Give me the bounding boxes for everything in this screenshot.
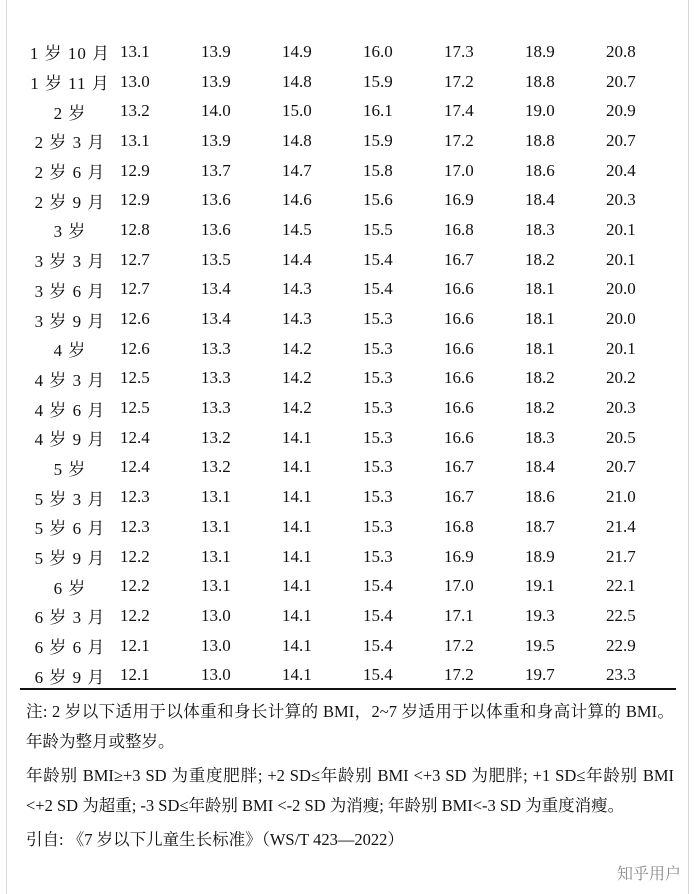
bmi-value-cell: 13.9 [201,41,231,61]
bmi-value-cell: 16.7 [444,457,474,477]
age-cell: 5 岁 6 月 [34,519,106,539]
bmi-table [20,37,676,690]
bmi-value-cell: 13.3 [201,368,231,388]
table-row [20,275,676,305]
bmi-value-cell: 16.6 [444,398,474,418]
bmi-value-cell: 12.7 [120,279,150,299]
bmi-value-cell: 16.7 [444,249,474,269]
bmi-value-cell: 15.3 [363,546,393,566]
bmi-value-cell: 22.5 [606,605,636,625]
bmi-value-cell: 14.0 [201,101,231,121]
bmi-value-cell: 15.3 [363,457,393,477]
age-cell: 6 岁 [53,578,87,598]
bmi-value-cell: 13.4 [201,279,231,299]
bmi-value-cell: 20.7 [606,457,636,477]
age-cell: 2 岁 6 月 [34,163,106,183]
bmi-value-cell: 14.9 [282,41,312,61]
bmi-value-cell: 12.6 [120,309,150,329]
table-body [20,37,676,690]
bmi-value-cell: 13.6 [201,190,231,210]
bmi-value-cell: 18.8 [525,130,555,150]
bmi-value-cell: 13.1 [201,576,231,596]
age-cell: 1 岁 11 月 [30,74,110,94]
bmi-value-cell: 14.2 [282,338,312,358]
bmi-value-cell: 12.5 [120,398,150,418]
bmi-value-cell: 15.8 [363,160,393,180]
bmi-value-cell: 20.5 [606,427,636,447]
bmi-value-cell: 13.7 [201,160,231,180]
table-row [20,96,676,126]
age-cell: 3 岁 6 月 [34,281,106,301]
bmi-value-cell: 13.3 [201,398,231,418]
bmi-value-cell: 14.8 [282,71,312,91]
bmi-value-cell: 17.0 [444,576,474,596]
age-cell: 3 岁 9 月 [34,311,106,331]
bmi-value-cell: 13.1 [201,546,231,566]
bmi-value-cell: 20.7 [606,71,636,91]
bmi-value-cell: 20.1 [606,219,636,239]
bmi-value-cell: 12.6 [120,338,150,358]
bmi-value-cell: 16.8 [444,516,474,536]
age-cell: 1 岁 10 月 [29,44,111,64]
bmi-value-cell: 13.1 [201,516,231,536]
note-source: 引自: 《7 岁以下儿童生长标准》（WS/T 423—2022） [26,830,404,849]
note-usage: 注: 2 岁以下适用于以体重和身长计算的 BMI，2~7 岁适用于以体重和身高计算的 BMI。年龄为整月或整岁。 [26,702,674,751]
table-row [20,453,676,483]
bmi-value-cell: 19.5 [525,635,555,655]
bmi-value-cell: 20.3 [606,398,636,418]
bmi-value-cell: 21.7 [606,546,636,566]
bmi-value-cell: 12.4 [120,457,150,477]
bmi-value-cell: 16.6 [444,368,474,388]
bmi-value-cell: 15.3 [363,309,393,329]
age-cell: 4 岁 6 月 [34,400,106,420]
table-bottom-rule [20,688,676,690]
bmi-value-cell: 12.8 [120,219,150,239]
bmi-value-cell: 22.1 [606,576,636,596]
bmi-value-cell: 15.5 [363,219,393,239]
table-row [20,660,676,690]
bmi-value-cell: 12.3 [120,516,150,536]
bmi-value-cell: 20.3 [606,190,636,210]
bmi-value-cell: 19.0 [525,101,555,121]
bmi-value-cell: 17.2 [444,71,474,91]
bmi-value-cell: 19.7 [525,665,555,685]
bmi-value-cell: 14.1 [282,427,312,447]
bmi-value-cell: 14.6 [282,190,312,210]
bmi-value-cell: 12.1 [120,665,150,685]
bmi-value-cell: 12.7 [120,249,150,269]
bmi-value-cell: 18.3 [525,219,555,239]
table-row [20,334,676,364]
bmi-value-cell: 20.1 [606,338,636,358]
table-row [20,304,676,334]
table-row [20,601,676,631]
table-row [20,215,676,245]
bmi-value-cell: 13.0 [201,665,231,685]
bmi-value-cell: 14.1 [282,665,312,685]
age-cell: 2 岁 3 月 [34,133,106,153]
bmi-value-cell: 18.2 [525,368,555,388]
bmi-value-cell: 16.6 [444,279,474,299]
table-row [20,423,676,453]
table-row [20,512,676,542]
table-row [20,393,676,423]
bmi-value-cell: 12.3 [120,487,150,507]
bmi-value-cell: 14.1 [282,576,312,596]
bmi-value-cell: 15.3 [363,338,393,358]
bmi-value-cell: 16.1 [363,101,393,121]
bmi-value-cell: 14.1 [282,546,312,566]
bmi-value-cell: 15.4 [363,576,393,596]
table-row [20,482,676,512]
bmi-value-cell: 15.9 [363,71,393,91]
table-row [20,126,676,156]
bmi-value-cell: 13.4 [201,309,231,329]
table-row [20,156,676,186]
bmi-value-cell: 18.1 [525,279,555,299]
bmi-value-cell: 15.6 [363,190,393,210]
age-cell: 6 岁 6 月 [34,638,106,658]
bmi-value-cell: 20.4 [606,160,636,180]
age-cell: 6 岁 3 月 [34,608,106,628]
bmi-value-cell: 17.2 [444,635,474,655]
table-row [20,245,676,275]
bmi-value-cell: 18.2 [525,398,555,418]
bmi-value-cell: 17.2 [444,665,474,685]
note-classification: 年龄别 BMI≥+3 SD 为重度肥胖; +2 SD≤年龄别 BMI <+3 SD 为肥胖; +1 SD≤年龄别 BMI <+2 SD 为超重; -3 SD≤年龄别 BMI <-2 SD 为消瘦; 年龄别 BMI<-3 SD 为重度消瘦。 [26,766,674,815]
table-row [20,631,676,661]
bmi-value-cell: 15.0 [282,101,312,121]
bmi-value-cell: 16.6 [444,309,474,329]
bmi-value-cell: 20.9 [606,101,636,121]
bmi-value-cell: 14.1 [282,457,312,477]
table-row [20,67,676,97]
bmi-value-cell: 13.1 [120,130,150,150]
bmi-value-cell: 18.3 [525,427,555,447]
bmi-value-cell: 18.7 [525,516,555,536]
bmi-value-cell: 12.2 [120,605,150,625]
table-row [20,37,676,67]
bmi-value-cell: 15.4 [363,605,393,625]
watermark: 知乎用户 [616,864,681,883]
bmi-value-cell: 14.2 [282,398,312,418]
bmi-value-cell: 17.2 [444,130,474,150]
bmi-value-cell: 14.7 [282,160,312,180]
bmi-value-cell: 14.1 [282,516,312,536]
bmi-value-cell: 15.4 [363,635,393,655]
bmi-value-cell: 21.4 [606,516,636,536]
bmi-value-cell: 15.4 [363,279,393,299]
bmi-value-cell: 22.9 [606,635,636,655]
bmi-value-cell: 18.6 [525,160,555,180]
age-cell: 5 岁 3 月 [34,489,106,509]
age-cell: 2 岁 [53,103,87,123]
bmi-value-cell: 18.4 [525,190,555,210]
bmi-value-cell: 13.0 [201,635,231,655]
bmi-value-cell: 18.4 [525,457,555,477]
bmi-value-cell: 12.2 [120,546,150,566]
bmi-value-cell: 14.8 [282,130,312,150]
bmi-value-cell: 20.7 [606,130,636,150]
bmi-value-cell: 15.3 [363,516,393,536]
bmi-value-cell: 18.9 [525,41,555,61]
bmi-value-cell: 12.9 [120,160,150,180]
table-row [20,571,676,601]
bmi-value-cell: 13.2 [201,457,231,477]
bmi-value-cell: 14.3 [282,279,312,299]
age-cell: 4 岁 9 月 [34,430,106,450]
bmi-value-cell: 13.3 [201,338,231,358]
bmi-value-cell: 14.1 [282,605,312,625]
bmi-value-cell: 13.2 [120,101,150,121]
table-row [20,185,676,215]
bmi-value-cell: 16.9 [444,190,474,210]
bmi-value-cell: 13.9 [201,130,231,150]
bmi-value-cell: 18.1 [525,309,555,329]
bmi-value-cell: 14.2 [282,368,312,388]
age-cell: 3 岁 3 月 [34,252,106,272]
bmi-value-cell: 13.5 [201,249,231,269]
bmi-value-cell: 12.5 [120,368,150,388]
bmi-value-cell: 13.6 [201,219,231,239]
bmi-value-cell: 14.1 [282,635,312,655]
bmi-value-cell: 16.6 [444,427,474,447]
bmi-value-cell: 13.1 [201,487,231,507]
age-cell: 4 岁 [53,341,87,361]
bmi-value-cell: 14.5 [282,219,312,239]
bmi-value-cell: 18.6 [525,487,555,507]
bmi-value-cell: 14.4 [282,249,312,269]
bmi-value-cell: 12.2 [120,576,150,596]
bmi-value-cell: 12.9 [120,190,150,210]
age-cell: 4 岁 3 月 [34,370,106,390]
bmi-value-cell: 21.0 [606,487,636,507]
age-cell: 6 岁 9 月 [34,667,106,687]
bmi-value-cell: 12.1 [120,635,150,655]
bmi-value-cell: 15.4 [363,249,393,269]
bmi-value-cell: 12.4 [120,427,150,447]
age-cell: 3 岁 [53,222,87,242]
bmi-value-cell: 13.0 [120,71,150,91]
bmi-value-cell: 19.3 [525,605,555,625]
bmi-value-cell: 13.9 [201,71,231,91]
bmi-value-cell: 15.4 [363,665,393,685]
bmi-value-cell: 18.8 [525,71,555,91]
bmi-value-cell: 15.3 [363,368,393,388]
bmi-value-cell: 18.2 [525,249,555,269]
bmi-value-cell: 18.9 [525,546,555,566]
bmi-value-cell: 20.2 [606,368,636,388]
bmi-value-cell: 20.1 [606,249,636,269]
bmi-value-cell: 17.4 [444,101,474,121]
bmi-value-cell: 20.0 [606,309,636,329]
table-row [20,364,676,394]
bmi-value-cell: 13.1 [120,41,150,61]
bmi-value-cell: 14.1 [282,487,312,507]
bmi-value-cell: 13.0 [201,605,231,625]
bmi-value-cell: 15.3 [363,427,393,447]
bmi-value-cell: 16.8 [444,219,474,239]
bmi-value-cell: 15.3 [363,398,393,418]
age-cell: 5 岁 9 月 [34,549,106,569]
bmi-value-cell: 23.3 [606,665,636,685]
bmi-value-cell: 20.8 [606,41,636,61]
bmi-value-cell: 18.1 [525,338,555,358]
table-row [20,542,676,572]
bmi-value-cell: 16.9 [444,546,474,566]
age-cell: 2 岁 9 月 [34,192,106,212]
bmi-value-cell: 17.3 [444,41,474,61]
bmi-value-cell: 16.7 [444,487,474,507]
bmi-value-cell: 17.1 [444,605,474,625]
bmi-value-cell: 19.1 [525,576,555,596]
bmi-value-cell: 14.3 [282,309,312,329]
notes-section [26,697,674,859]
bmi-value-cell: 16.0 [363,41,393,61]
bmi-value-cell: 15.9 [363,130,393,150]
bmi-value-cell: 15.3 [363,487,393,507]
bmi-value-cell: 20.0 [606,279,636,299]
bmi-value-cell: 13.2 [201,427,231,447]
bmi-value-cell: 16.6 [444,338,474,358]
bmi-value-cell: 17.0 [444,160,474,180]
age-cell: 5 岁 [53,459,87,479]
